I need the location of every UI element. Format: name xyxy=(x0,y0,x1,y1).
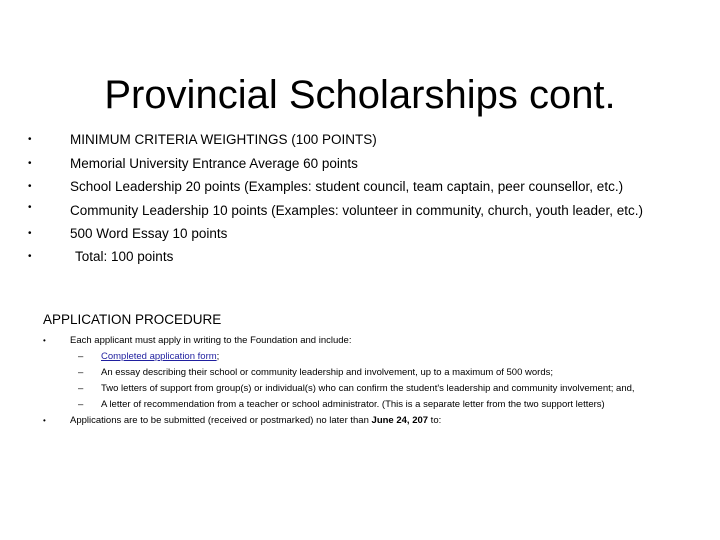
criteria-item-text: 500 Word Essay 10 points xyxy=(70,225,228,241)
procedure-list xyxy=(43,333,693,428)
criteria-item-text: Total: 100 points xyxy=(75,249,174,264)
slide-title: Provincial Scholarships cont. xyxy=(104,72,616,117)
procedure-subitem xyxy=(70,397,693,413)
criteria-item-text: MINIMUM CRITERIA WEIGHTINGS (100 POINTS) xyxy=(70,132,377,147)
link-suffix: ; xyxy=(216,350,220,362)
application-form-link[interactable]: Completed application form xyxy=(101,350,217,362)
criteria-item xyxy=(28,175,708,199)
bullet-icon: • xyxy=(43,336,46,345)
criteria-item-text: Community Leadership 10 points (Examples: volunteer in community, church, youth leader, etc.) xyxy=(70,202,644,218)
procedure-subitem-text: An essay describing their school or community leadership and involvement, up to a maximum of 500 words; xyxy=(101,366,553,378)
bullet-icon: • xyxy=(28,227,32,239)
dash-icon: – xyxy=(78,350,84,362)
procedure-subitem-text: Two letters of support from group(s) or individual(s) who can confirm the student's leadership and community involvement; and, xyxy=(101,382,635,394)
procedure-item xyxy=(43,413,693,429)
procedure-subitem-text: A letter of recommendation from a teacher or school administrator. (This is a separate letter from the two support letters) xyxy=(101,398,605,410)
dash-icon: – xyxy=(78,398,84,410)
procedure-subitem xyxy=(70,349,693,365)
bullet-icon: • xyxy=(28,157,32,169)
bullet-icon: • xyxy=(43,415,46,425)
criteria-list xyxy=(28,128,708,269)
procedure-subitem xyxy=(70,381,693,397)
criteria-item-text: School Leadership 20 points (Examples: student council, team captain, peer counsellor, etc.) xyxy=(70,179,624,194)
criteria-item xyxy=(28,222,708,246)
dash-icon: – xyxy=(78,382,84,394)
procedure-subitem xyxy=(70,365,693,381)
criteria-item-text: Memorial University Entrance Average 60 points xyxy=(70,155,358,171)
procedure-sublist xyxy=(70,349,693,413)
procedure-item-text: Applications are to be submitted (received or postmarked) no later than xyxy=(70,414,372,426)
dash-icon: – xyxy=(78,366,84,378)
deadline-date: June 24, 207 xyxy=(371,414,429,426)
procedure-item-text-end: to: xyxy=(428,414,442,426)
section-heading: APPLICATION PROCEDURE xyxy=(43,312,222,327)
procedure-item-text: Each applicant must apply in writing to the Foundation and include: xyxy=(70,335,352,346)
bullet-icon: • xyxy=(28,201,32,213)
criteria-item xyxy=(28,152,708,176)
criteria-item xyxy=(28,245,708,269)
procedure-item xyxy=(43,333,693,413)
criteria-item xyxy=(28,128,708,152)
bullet-icon: • xyxy=(28,251,32,262)
criteria-item xyxy=(28,199,708,222)
bullet-icon: • xyxy=(28,134,32,145)
bullet-icon: • xyxy=(28,181,32,192)
